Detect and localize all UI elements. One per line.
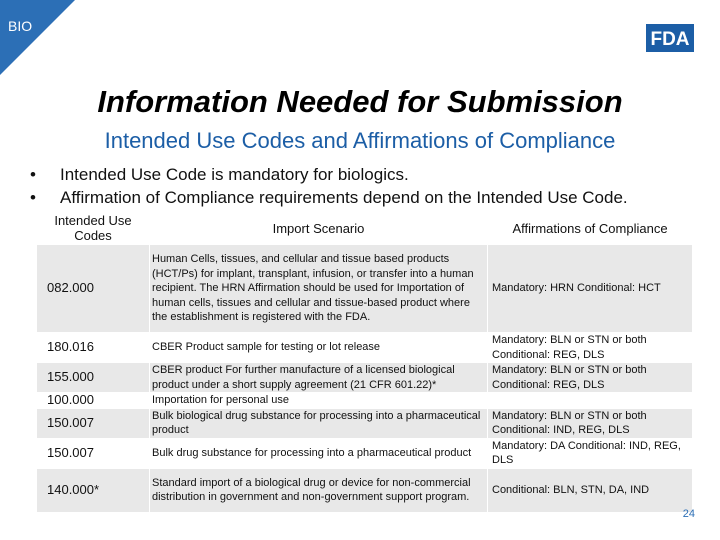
header-affirmations: Affirmations of Compliance xyxy=(488,212,693,245)
corner-banner xyxy=(0,0,75,75)
table-header-row xyxy=(37,212,693,245)
affirmation-cell: Conditional: BLN, STN, DA, IND xyxy=(488,468,693,512)
bullet-list xyxy=(30,163,710,209)
table-row xyxy=(37,363,693,393)
scenario-cell: CBER Product sample for testing or lot release xyxy=(150,333,488,363)
scenario-cell: Bulk drug substance for processing into a pharmaceutical product xyxy=(150,438,488,468)
table-row xyxy=(37,333,693,363)
scenario-cell: Standard import of a biological drug or device for non-commercial distribution in government and non-government support program. xyxy=(150,468,488,512)
fda-logo xyxy=(646,24,694,52)
table-row xyxy=(37,408,693,438)
code-cell: 150.007 xyxy=(37,408,150,438)
code-cell: 140.000* xyxy=(37,468,150,512)
fda-logo-text: FDA xyxy=(650,29,690,50)
scenario-cell: Bulk biological drug substance for processing into a pharmaceutical product xyxy=(150,408,488,438)
table-row xyxy=(37,468,693,512)
scenario-cell: Human Cells, tissues, and cellular and tissue based products (HCT/Ps) for implant, transplant, infusion, or transfer into a human recipient. The HRN Affirmation should be used for Importation of human cells, tissues and cellular and tissue-based product where the establishment is registered with the FDA. xyxy=(150,245,488,333)
code-cell: 155.000 xyxy=(37,363,150,393)
affirmation-cell: Mandatory: BLN or STN or both Conditional: IND, REG, DLS xyxy=(488,408,693,438)
code-cell: 150.007 xyxy=(37,438,150,468)
table-row xyxy=(37,438,693,468)
code-cell: 082.000 xyxy=(37,245,150,333)
affirmation-cell: Mandatory: DA Conditional: IND, REG, DLS xyxy=(488,438,693,468)
slide-title: Information Needed for Submission xyxy=(97,84,623,119)
scenario-cell: Importation for personal use xyxy=(150,393,488,409)
scenario-cell: CBER product For further manufacture of a licensed biological product under a short supply agreement (21 CFR 601.22)* xyxy=(150,363,488,393)
slide-subtitle: Intended Use Codes and Affirmations of Compliance xyxy=(104,128,616,153)
header-import-scenario: Import Scenario xyxy=(150,212,488,245)
page-number: 24 xyxy=(682,508,695,520)
bullet-item: • Affirmation of Compliance requirements depend on the Intended Use Code. xyxy=(30,186,710,209)
table-row xyxy=(37,393,693,409)
header-intended-use-codes: Intended Use Codes xyxy=(37,212,150,245)
affirmation-cell xyxy=(488,393,693,409)
corner-banner-label: BIO xyxy=(8,18,33,34)
code-cell: 100.000 xyxy=(37,393,150,409)
table-row xyxy=(37,245,693,333)
affirmation-cell: Mandatory: HRN Conditional: HCT xyxy=(488,245,693,333)
affirmation-cell: Mandatory: BLN or STN or both Conditional: REG, DLS xyxy=(488,363,693,393)
intended-use-table xyxy=(36,211,693,513)
affirmation-cell: Mandatory: BLN or STN or both Conditional: REG, DLS xyxy=(488,333,693,363)
bullet-item: • Intended Use Code is mandatory for biologics. xyxy=(30,163,710,186)
code-cell: 180.016 xyxy=(37,333,150,363)
